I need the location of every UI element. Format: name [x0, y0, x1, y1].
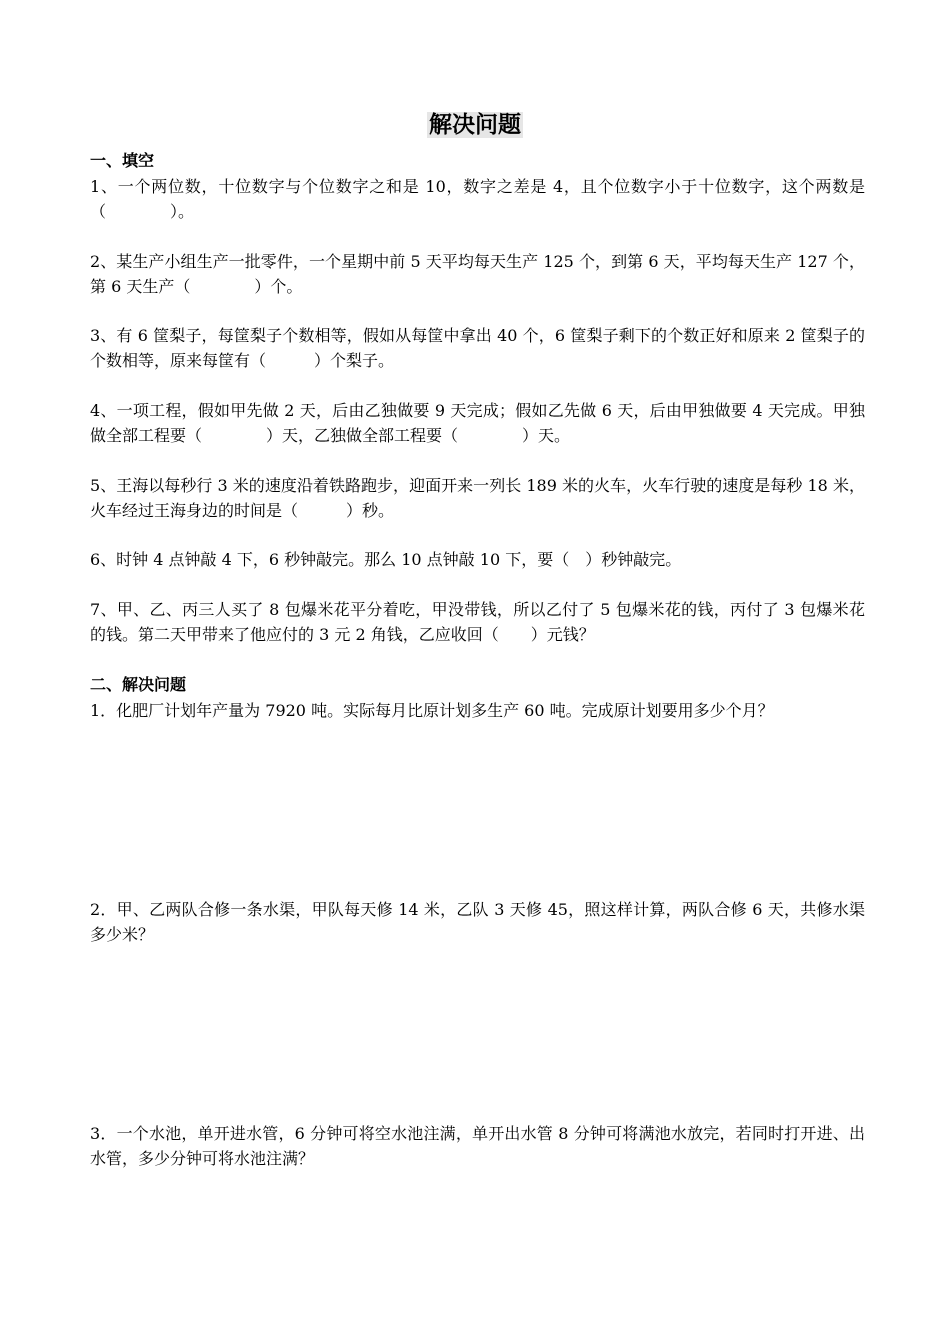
fill-blank-question-6: 6、时钟 4 点钟敲 4 下，6 秒钟敲完。那么 10 点钟敲 10 下，要（ ）秒钟敲完。 — [90, 550, 682, 569]
fill-blank-question-1: 1、一个两位数，十位数字与个位数字之和是 10，数字之差是 4，且个位数字小于十位数字，这个两数是（ ）。 — [90, 177, 865, 221]
problem-1: 1．化肥厂计划年产量为 7920 吨。实际每月比原计划多生产 60 吨。完成原计划要用多少个月？ — [90, 701, 774, 720]
section-problem-solving-heading: 二、解决问题 — [90, 675, 187, 694]
problem-3: 3．一个水池，单开进水管，6 分钟可将空水池注满，单开出水管 8 分钟可将满池水放完，若同时打开进、出水管，多少分钟可将水池注满？ — [90, 1124, 865, 1168]
fill-blank-question-7: 7、甲、乙、丙三人买了 8 包爆米花平分着吃，甲没带钱，所以乙付了 5 包爆米花的钱，丙付了 3 包爆米花的钱。第二天甲带来了他应付的 3 元 2 角钱，乙应收回（ ）元钱？ — [90, 600, 865, 644]
problem-2: 2．甲、乙两队合修一条水渠，甲队每天修 14 米，乙队 3 天修 45，照这样计算，两队合修 6 天，共修水渠多少米？ — [90, 900, 865, 944]
fill-blank-question-2: 2、某生产小组生产一批零件，一个星期中前 5 天平均每天生产 125 个，到第 6 天，平均每天生产 127 个，第 6 天生产（ ）个。 — [90, 252, 865, 296]
section-fill-blank-heading: 一、填空 — [90, 151, 155, 170]
fill-blank-question-5: 5、王海以每秒行 3 米的速度沿着铁路跑步，迎面开来一列长 189 米的火车，火车行驶的速度是每秒 18 米，火车经过王海身边的时间是（ ）秒。 — [90, 476, 865, 520]
page-title: 解决问题 — [429, 112, 521, 138]
fill-blank-question-4: 4、一项工程，假如甲先做 2 天，后由乙独做要 9 天完成；假如乙先做 6 天，后由甲独做要 4 天完成。甲独做全部工程要（ ）天，乙独做全部工程要（ ）天。 — [90, 401, 865, 445]
fill-blank-question-3: 3、有 6 筐梨子，每筐梨子个数相等，假如从每筐中拿出 40 个，6 筐梨子剩下的个数正好和原来 2 筐梨子的个数相等，原来每筐有（ ）个梨子。 — [90, 326, 865, 370]
